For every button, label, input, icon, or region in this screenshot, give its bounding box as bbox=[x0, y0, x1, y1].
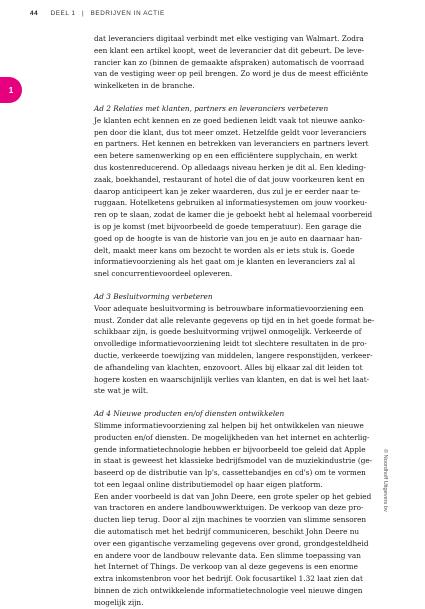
paragraph: Voor adequate besluitvorming is betrouwbare informatievoorziening een must. Zonder dat alle relevante gegevens op tijd en in het goede format be- schikbaar zijn, is goede besluitvorming vrijwel onmogelijk. Verkeerde of onvolledige informatievoorziening leidt tot slechtere resultaten in de pro- ductie, verkeerde toewijzing van middelen, langere responstijden, verkeer- de afhandeling van klachten, enzovoort. Alles bij elkaar zal dit leiden tot hogere kosten en waarschijnlijk verlies van klanten, en dat is wel het laat- ste wat je wilt. bbox=[94, 303, 375, 396]
copyright-note: © Noordhoff Uitgevers bv bbox=[382, 449, 388, 512]
part-label: DEEL 1 bbox=[50, 10, 76, 17]
body-text bbox=[94, 33, 386, 609]
running-head bbox=[30, 10, 165, 17]
page-number: 44 bbox=[30, 10, 39, 17]
paragraph: dat leveranciers digitaal verbindt met elke vestiging van Walmart. Zodra een klant een artikel koopt, weet de leverancier dat dit gebeurt. De leve- rancier kan zo (binnen de gemaakte afspraken) automatisch de voorraad van de vestiging weer op peil brengen. Zo word je dus de meest efficiënte winkelketen in de branche. bbox=[94, 34, 369, 91]
section-heading: Ad 2 Relaties met klanten, partners en leveranciers verbeteren bbox=[94, 103, 329, 113]
chapter-tab: 1 bbox=[0, 77, 22, 103]
section-heading: Ad 3 Besluitvorming verbeteren bbox=[94, 291, 213, 301]
header-separator: | bbox=[82, 10, 85, 17]
paragraph: Je klanten echt kennen en ze goed bedienen leidt vaak tot nieuwe aanko- pen door die klant, dus tot meer omzet. Hetzelfde geldt voor leveranciers en partners. Het kennen en betrekken van leveranciers en partners levert een betere samenwerking op en een efficiëntere supplychain, en werkt dus kostenreducerend. Op alledaags niveau herken je dit al. Een kleding- zaak, boekhandel, restaurant of hotel die of dat jouw voorkeuren kent en daarop anticipeert kan je zeker waarderen, dus zul je er eerder naar te- ruggaan. Hotelketens gebruiken al informatiesystemen om jouw voorkeu- ren op te slaan, zodat de kamer die je geboekt hebt al helemaal voorbereid is op je komst (met bijvoorbeeld de goede temperatuur). Een garage die goed op de hoogte is van de historie van jou en je auto en daarnaar han- delt, maakt meer kans om bezocht te worden als er iets stuk is. Goede informatievoorziening als het gaat om je klanten en leveranciers zal al snel concurrentievoordeel opleveren. bbox=[94, 115, 373, 279]
chapter-title: BEDRIJVEN IN ACTIE bbox=[90, 10, 165, 17]
paragraph: Slimme informatievoorziening zal helpen bij het ontwikkelen van nieuwe producten en/of diensten. De mogelijkheden van het internet en achterlig- gende informatietechnologie hebben er bijvoorbeeld toe geleid dat Apple in staat is geweest het klassieke bedrijfsmodel van de muziekindustrie (ge- baseerd op de distributie van lp's, cassettebandjes en cd's) om te vormen tot een legaal online distributiemodel op haar eigen platform. Een ander voorbeeld is dat van John Deere, een grote speler op het gebied van tractoren en andere landbouwwerktuigen. De verkoop van deze pro- ducten liep terug. Door al zijn machines te voorzien van slimme sensoren die automatisch met het bedrijf communiceren, beschikt John Deere nu over een gigantische verzameling gegevens over grond, grondgesteldheid en andere voor de landbouw relevante data. Een slimme toepassing van het Internet of Things. De verkoop van al deze gegevens is een enorme extra inkomstenbron voor het bedrijf. Ook focusartikel 1.32 laat zien dat binnen de zich ontwikkelende informatietechnologie veel nieuwe dingen mogelijk zijn. bbox=[94, 420, 373, 607]
section-heading: Ad 4 Nieuwe producten en/of diensten ontwikkelen bbox=[94, 409, 285, 419]
